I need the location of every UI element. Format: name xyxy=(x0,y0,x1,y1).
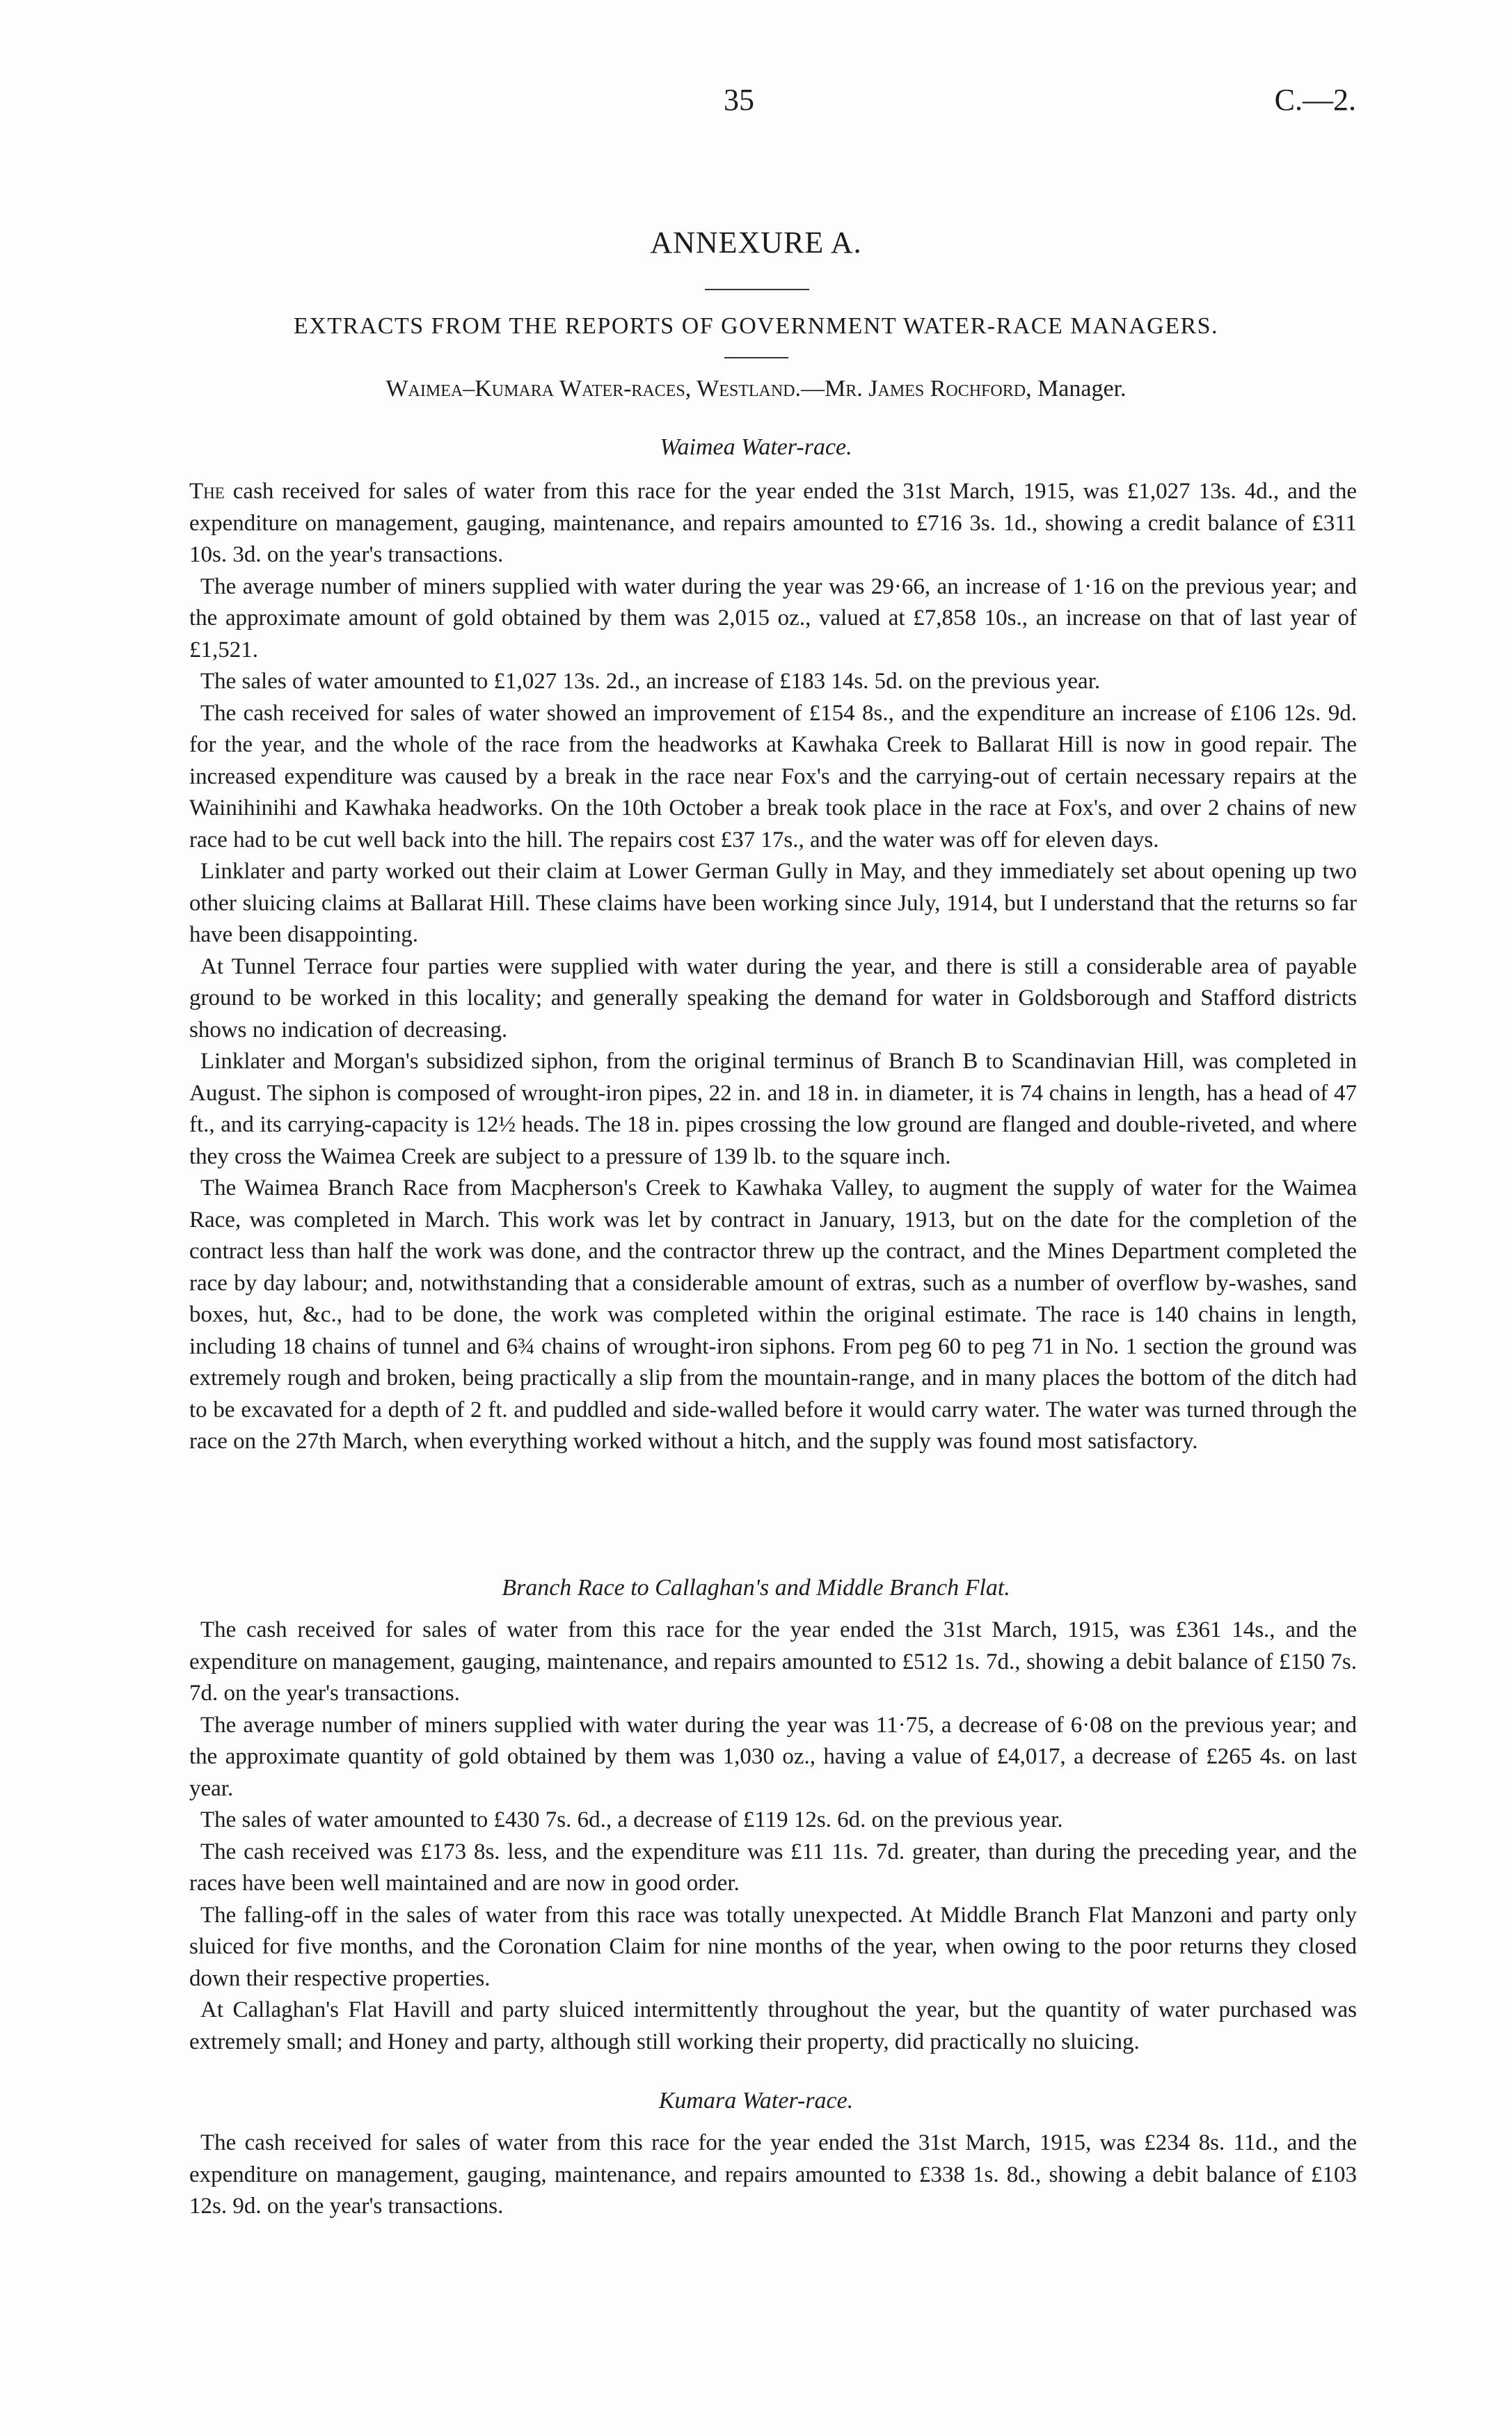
paragraph: Linklater and Morgan's subsidized siphon, from the original terminus of Branch B to Scandinavian Hill, was completed in August. The siphon is composed of wrought-iron pipes, 22 in. and 18 in. in diameter, it is 74 chains in length, has a head of 47 ft., and its carrying-capacity is 12½ heads. The 18 in. pipes crossing the low ground are flanged and double-riveted, and where they cross the Waimea Creek are subject to a pressure of 139 lb. to the square inch. xyxy=(189,1049,1357,1169)
section-heading-kumara: Kumara Water-race. xyxy=(658,2088,854,2114)
paragraph: The sales of water amounted to £430 7s. 6d., a decrease of £119 12s. 6d. on the previous year. xyxy=(200,1807,1063,1832)
section-body-branch-race xyxy=(189,1615,1357,2058)
annexure-title: ANNEXURE A. xyxy=(650,225,862,260)
paragraph: The cash received for sales of water from this race for the year ended the 31st March, 1915, was £234 8s. 11d., and the expenditure on management, gauging, maintenance, and repairs amounted to £338 1s. 8d., showing a debit balance of £103 12s. 9d. on the year's transactions. xyxy=(189,2130,1357,2219)
report-subtitle: EXTRACTS FROM THE REPORTS OF GOVERNMENT WATER-RACE MANAGERS. xyxy=(293,313,1219,339)
paragraph xyxy=(189,476,1357,571)
document-code: C.—2. xyxy=(1274,83,1356,117)
manager-label: Manager. xyxy=(1037,376,1127,402)
section-heading-branch-race: Branch Race to Callaghan's and Middle Branch Flat. xyxy=(502,1575,1010,1601)
location-district: Waimea–Kumara Water-races, Westland.—Mr. James Rochford, xyxy=(385,376,1032,402)
section-body-waimea xyxy=(189,476,1357,1458)
section-heading-waimea: Waimea Water-race. xyxy=(660,434,852,460)
section-body-kumara xyxy=(189,2127,1357,2223)
paragraph: At Callaghan's Flat Havill and party sluiced intermittently throughout the year, but the quantity of water purchased was extremely small; and Honey and party, although still working their property, did practically no sluicing. xyxy=(189,1997,1357,2054)
paragraph: The cash received for sales of water from this race for the year ended the 31st March, 1915, was £361 14s., and the expenditure on management, gauging, maintenance, and repairs amounted to £512 1s. 7d., showing a debit balance of £150 7s. 7d. on the year's transactions. xyxy=(189,1617,1357,1706)
paragraph-text: cash received for sales of water from this race for the year ended the 31st March, 1915, was £1,027 13s. 4d., and the expenditure on management, gauging, maintenance, and repairs amounted to £716 3s. 1d., showing a credit balance of £311 10s. 3d. on the year's transactions. xyxy=(189,479,1358,567)
paragraph: At Tunnel Terrace four parties were supplied with water during the year, and there is still a considerable area of payable ground to be worked in this locality; and generally speaking the demand for water in Goldsborough and Stafford districts shows no indication of decreasing. xyxy=(189,953,1357,1043)
paragraph: The average number of miners supplied with water during the year was 11·75, a decrease of 6·08 on the previous year; and the approximate quantity of gold obtained by them was 1,030 oz., having a value of £4,017, a decrease of £265 4s. on last year. xyxy=(189,1712,1357,1801)
title-rule xyxy=(705,289,809,290)
paragraph: The cash received for sales of water showed an improvement of £154 8s., and the expenditure an increase of £106 12s. 9d. for the year, and the whole of the race from the headworks at Kawhaka Creek to Ballarat Hill is now in good repair. The increased expenditure was caused by a break in the race near Fox's and the carrying-out of certain necessary repairs at the Wainihinihi and Kawhaka headworks. On the 10th October a break took place in the race at Fox's, and over 2 chains of new race had to be cut well back into the hill. The repairs cost £37 17s., and the water was off for eleven days. xyxy=(189,700,1357,853)
paragraph: The Waimea Branch Race from Macpherson's Creek to Kawhaka Valley, to augment the supply of water for the Waimea Race, was completed in March. This work was let by contract in January, 1913, but on the date for the completion of the contract less than half the work was done, and the contractor threw up the contract, and the Mines Department completed the race by day labour; and, notwithstanding that a considerable amount of extras, such as a number of overflow by-washes, sand boxes, hut, &c., had to be done, the work was completed within the original estimate. The race is 140 chains in length, including 18 chains of tunnel and 6¾ chains of wrought-iron siphons. From peg 60 to peg 71 in No. 1 section the ground was extremely rough and broken, being practically a slip from the mountain-range, and in many places the bottom of the ditch had to be excavated for a depth of 2 ft. and puddled and side-walled before it would carry water. The water was turned through the race on the 27th March, when everything worked without a hitch, and the supply was found most satisfactory. xyxy=(189,1175,1357,1454)
page-number: 35 xyxy=(724,83,754,117)
location-line xyxy=(0,376,1512,402)
paragraph: The sales of water amounted to £1,027 13s. 2d., an increase of £183 14s. 5d. on the previous year. xyxy=(200,669,1101,694)
paragraph: The average number of miners supplied with water during the year was 29·66, an increase of 1·16 on the previous year; and the approximate amount of gold obtained by them was 2,015 oz., valued at £7,858 10s., an increase on that of last year of £1,521. xyxy=(189,573,1357,663)
paragraph: The falling-off in the sales of water from this race was totally unexpected. At Middle Branch Flat Manzoni and party only sluiced for five months, and the Coronation Claim for nine months of the year, when owing to the poor returns they closed down their respective properties. xyxy=(189,1902,1357,1991)
paragraph-lead-word: The xyxy=(189,479,225,504)
paragraph: Linklater and party worked out their claim at Lower German Gully in May, and they immediately set about opening up two other sluicing claims at Ballarat Hill. These claims have been working since July, 1914, but I understand that the returns so far have been disappointing. xyxy=(189,859,1357,947)
paragraph: The cash received was £173 8s. less, and the expenditure was £11 11s. 7d. greater, than during the preceding year, and the races have been well maintained and are now in good order. xyxy=(189,1839,1357,1896)
subtitle-rule xyxy=(724,357,788,358)
